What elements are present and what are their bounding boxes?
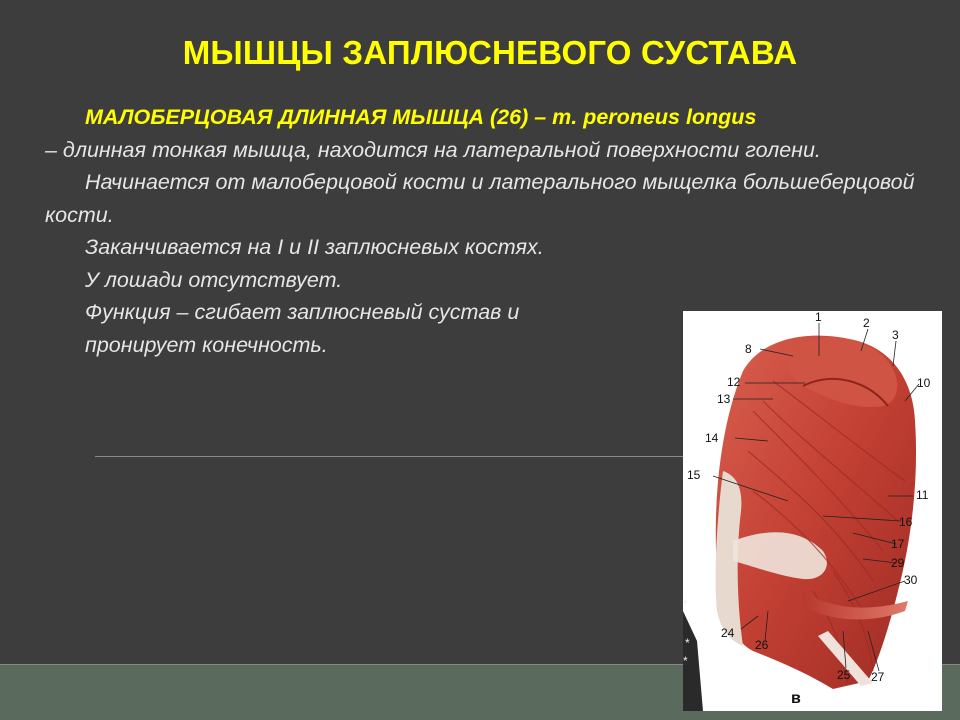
anatomy-figure	[683, 311, 942, 711]
label-12: 12	[727, 375, 741, 389]
label-14: 14	[705, 431, 719, 445]
figure-letter: в	[791, 690, 801, 707]
star-mark-1: *	[683, 597, 688, 611]
label-11: 11	[916, 488, 929, 502]
label-15: 15	[687, 468, 701, 482]
divider-line	[95, 456, 685, 457]
label-10: 10	[917, 376, 931, 390]
label-29: 29	[891, 556, 905, 570]
label-26: 26	[755, 638, 769, 652]
label-25: 25	[837, 668, 851, 682]
paragraph-insertion: Заканчивается на I и II заплюсневых костях.	[85, 235, 544, 259]
paragraph-origin: Начинается от малоберцовой кости и латерального мыщелка большеберцовой кости.	[45, 170, 915, 227]
label-1: 1	[815, 311, 822, 324]
label-30: 30	[904, 573, 918, 587]
label-16: 16	[899, 515, 913, 529]
star-mark-2: *	[685, 636, 690, 650]
label-17: 17	[891, 537, 905, 551]
muscle-description: – длинная тонкая мышца, находится на латеральной поверхности голени.	[45, 137, 821, 162]
muscle-heading: МАЛОБЕРЦОВАЯ ДЛИННАЯ МЫШЦА (26) – m. peroneus longus	[85, 105, 757, 129]
star-mark-3: *	[683, 654, 688, 668]
paragraph-peroneus	[45, 101, 925, 166]
label-3: 3	[892, 328, 899, 342]
paragraph-function-line2: пронирует конечность.	[85, 332, 328, 357]
label-2: 2	[863, 316, 870, 330]
label-27: 27	[871, 670, 885, 684]
paragraph-function-line1: Функция – сгибает заплюсневый сустав и	[85, 300, 520, 324]
muscle-illustration	[683, 311, 942, 711]
label-24: 24	[721, 626, 735, 640]
slide-title: МЫШЦЫ ЗАПЛЮСНЕВОГО СУСТАВА	[182, 34, 798, 71]
label-8: 8	[745, 342, 752, 356]
paragraph-horse: У лошади отсутствует.	[85, 267, 343, 292]
label-13: 13	[717, 392, 731, 406]
